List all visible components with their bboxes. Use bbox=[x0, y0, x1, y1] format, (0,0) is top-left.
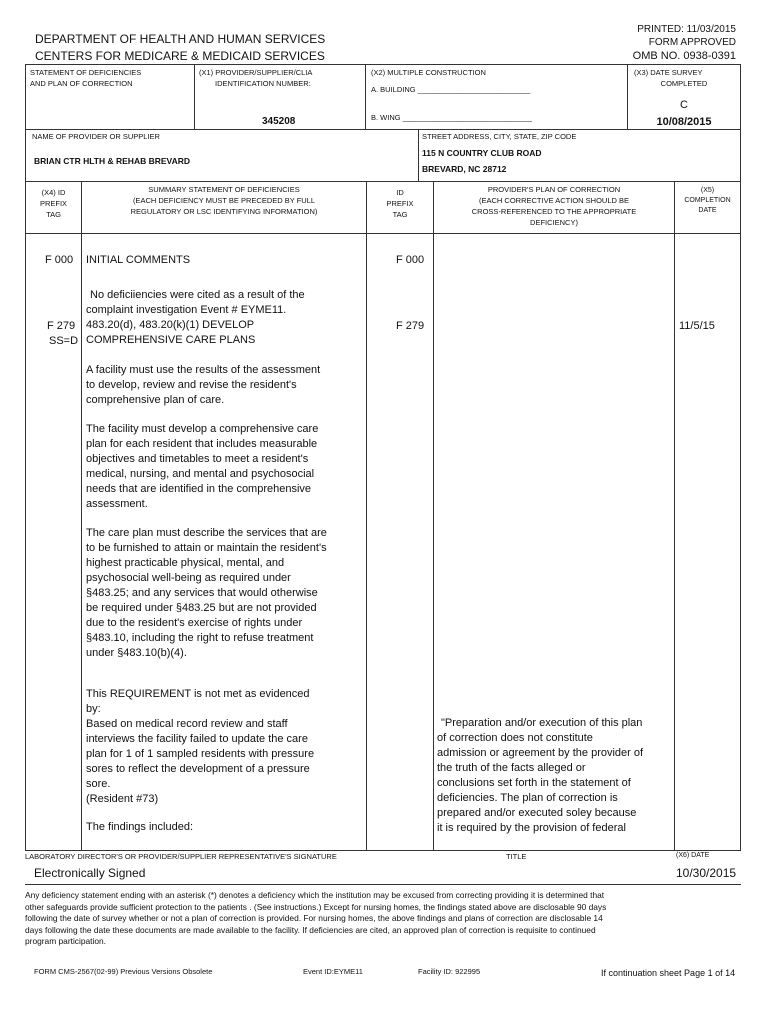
x3-label: (X3) DATE SURVEY bbox=[634, 68, 703, 77]
requirement-paragraph-3 bbox=[86, 526, 327, 661]
provider-name-label: NAME OF PROVIDER OR SUPPLIER bbox=[32, 132, 160, 141]
disclaimer-line: program participation. bbox=[25, 936, 106, 947]
address-label: STREET ADDRESS, CITY, STATE, ZIP CODE bbox=[422, 132, 577, 141]
plan-line: admission or agreement by the provider of bbox=[437, 747, 644, 759]
statement-label: STATEMENT OF DEFICIENCIES bbox=[30, 68, 142, 77]
rule-v-col-plan bbox=[674, 181, 675, 850]
body-line: sores to reflect the development of a pressure bbox=[86, 763, 310, 775]
body-line: interviews the facility failed to update the care bbox=[86, 733, 308, 745]
body-line: psychosocial well-being as required under bbox=[86, 572, 291, 584]
continuation-page: If continuation sheet Page 1 of 14 bbox=[601, 968, 736, 978]
body-line: comprehensive plan of care. bbox=[86, 394, 225, 406]
rule-v-x2 bbox=[365, 64, 366, 129]
x2-wing: B. WING _______________________________ bbox=[371, 113, 532, 122]
requirement-paragraph-1 bbox=[86, 363, 320, 408]
body-line: needs that are identified in the comprehensive bbox=[86, 483, 312, 495]
address-street: 115 N COUNTRY CLUB ROAD bbox=[422, 148, 542, 158]
body-line: §483.25; and any services that would otherwise bbox=[86, 587, 318, 599]
x1-label: (X1) PROVIDER/SUPPLIER/CLIA bbox=[199, 68, 313, 77]
printed-date: PRINTED: 11/03/2015 bbox=[637, 24, 736, 35]
rule-v-address bbox=[418, 129, 419, 181]
rule-box1-bottom bbox=[25, 129, 741, 130]
facility-id: Facility ID: 922995 bbox=[418, 967, 481, 976]
tag-f000: F 000 bbox=[45, 254, 74, 266]
tag-f279: F 279 bbox=[47, 320, 76, 332]
statement-label-2: AND PLAN OF CORRECTION bbox=[30, 79, 133, 88]
body-line: objectives and timetables to meet a resident's bbox=[86, 453, 309, 465]
plan-line: deficiencies. The plan of correction is bbox=[437, 792, 618, 804]
survey-date: 10/08/2015 bbox=[656, 116, 712, 128]
body-line: complaint investigation Event # EYME11. bbox=[86, 304, 287, 316]
x1-label-2: IDENTIFICATION NUMBER: bbox=[215, 79, 311, 88]
body-line: medical, nursing, and mental and psychosocial bbox=[86, 468, 315, 480]
body-line: §483.10, including the right to refuse treatment bbox=[86, 632, 314, 644]
x3-label-2: COMPLETED bbox=[660, 79, 708, 88]
body-line: be required under §483.25 but are not provided bbox=[86, 602, 317, 614]
body-line: COMPREHENSIVE CARE PLANS bbox=[86, 334, 256, 346]
requirement-paragraph-2 bbox=[86, 422, 318, 512]
rule-provider-bottom bbox=[25, 181, 741, 182]
id-tag-f279: F 279 bbox=[396, 320, 425, 332]
plan-line: conclusions set forth in the statement of bbox=[437, 777, 631, 789]
event-id: Event ID:EYME11 bbox=[303, 967, 363, 976]
x4-header: (X4) ID PREFIX TAG bbox=[39, 188, 68, 219]
plan-line: of correction does not constitute bbox=[437, 732, 593, 744]
plan-line: prepared and/or executed soley because bbox=[437, 807, 637, 819]
tag-scope-severity: SS=D bbox=[49, 335, 79, 347]
disclaimer-line: following the date of survey whether or not a plan of correction is provided. For nursing homes, the above findings and plans of correction are disclosable 14 bbox=[25, 913, 603, 924]
frame-right bbox=[740, 64, 741, 851]
rule-v-col-summary bbox=[366, 181, 367, 850]
agency-name: CENTERS FOR MEDICARE & MEDICAID SERVICES bbox=[35, 49, 325, 63]
completion-header: (X5) COMPLETION DATE bbox=[684, 187, 731, 214]
body-line: This REQUIREMENT is not met as evidenced bbox=[86, 688, 310, 700]
id-header: ID PREFIX TAG bbox=[386, 188, 414, 219]
body-line: 483.20(d), 483.20(k)(1) DEVELOP bbox=[86, 319, 255, 331]
form-number: FORM CMS-2567(02-99) Previous Versions Obsolete bbox=[34, 967, 213, 976]
signature-value: Electronically Signed bbox=[34, 866, 146, 880]
body-line: under §483.10(b)(4). bbox=[86, 647, 187, 659]
rule-v-x1 bbox=[194, 64, 195, 129]
body-line: The findings included: bbox=[86, 821, 194, 833]
initial-comments-heading: INITIAL COMMENTS bbox=[86, 254, 191, 266]
completion-date-f279: 11/5/15 bbox=[679, 320, 715, 332]
provider-name: BRIAN CTR HLTH & REHAB BREVARD bbox=[34, 156, 190, 166]
disclaimer-line: other safeguards provide sufficient protection to the patients . (See instructions.) Except for nursing homes, the findings stated above are disclosable 90 days bbox=[25, 901, 607, 912]
body-line: plan for each resident that includes measurable bbox=[86, 438, 318, 450]
disclaimer bbox=[25, 890, 606, 948]
body-line: (Resident #73) bbox=[86, 793, 159, 805]
rule-v-col-id bbox=[433, 181, 434, 850]
department-name: DEPARTMENT OF HEALTH AND HUMAN SERVICES bbox=[35, 32, 326, 46]
title-label: TITLE bbox=[506, 852, 527, 861]
plan-header: PROVIDER'S PLAN OF CORRECTION (EACH CORRECTIVE ACTION SHOULD BE CROSS-REFERENCED TO THE APPROPRIATE DEFICIENCY) bbox=[471, 185, 637, 227]
body-line: plan for 1 of 1 sampled residents with pressure bbox=[86, 748, 315, 760]
signature-label: LABORATORY DIRECTOR'S OR PROVIDER/SUPPLIER REPRESENTATIVE'S SIGNATURE bbox=[25, 852, 337, 861]
rule-body-bottom bbox=[25, 850, 741, 851]
body-line: sore. bbox=[86, 778, 111, 790]
signature-date-label: (X6) DATE bbox=[676, 852, 710, 859]
body-line: highest practicable physical, mental, and bbox=[86, 557, 285, 569]
form-approved: FORM APPROVED bbox=[648, 37, 736, 48]
x2-label: (X2) MULTIPLE CONSTRUCTION bbox=[371, 68, 486, 77]
no-deficiencies-paragraph bbox=[86, 288, 305, 318]
regulation-heading bbox=[86, 318, 255, 348]
plan-line: it is required by the provision of federal bbox=[437, 822, 626, 834]
summary-header: SUMMARY STATEMENT OF DEFICIENCIES (EACH DEFICIENCY MUST BE PRECEDED BY FULL REGULATORY OR LSC IDENTIFYING INFORMATION) bbox=[130, 185, 318, 216]
body-line: The care plan must describe the services that are bbox=[86, 527, 327, 539]
body-line: by: bbox=[86, 703, 101, 715]
x3-code: C bbox=[680, 99, 688, 111]
body-line: The facility must develop a comprehensive care bbox=[86, 423, 319, 435]
body-line: to develop, review and revise the resident's bbox=[86, 379, 297, 391]
provider-id-number: 345208 bbox=[262, 116, 296, 127]
address-city: BREVARD, NC 28712 bbox=[422, 164, 507, 174]
finding-paragraph bbox=[86, 687, 314, 807]
body-line: Based on medical record review and staff bbox=[86, 718, 288, 730]
signature-date: 10/30/2015 bbox=[676, 866, 737, 880]
x2-building: A. BUILDING ___________________________ bbox=[371, 85, 531, 94]
findings-included bbox=[86, 820, 193, 835]
rule-v-col-tag bbox=[81, 181, 82, 850]
id-tag-f000: F 000 bbox=[396, 254, 425, 266]
rule-colheader-bottom bbox=[25, 233, 741, 234]
body-line: A facility must use the results of the assessment bbox=[86, 364, 321, 376]
body-line: assessment. bbox=[86, 498, 148, 510]
frame-left bbox=[25, 64, 26, 851]
body-line: No deficiiencies were cited as a result of the bbox=[90, 289, 305, 301]
plan-line: the truth of the facts alleged or bbox=[437, 762, 586, 774]
body-line: due to the resident's exercise of rights under bbox=[86, 617, 303, 629]
body-line: to be furnished to attain or maintain the resident's bbox=[86, 542, 327, 554]
rule-signature-bottom bbox=[25, 884, 741, 885]
frame-top bbox=[25, 64, 741, 65]
disclaimer-line: days following the date these documents are made available to the facility. If deficiencies are cited, an approved plan of correction is requisite to continued bbox=[25, 924, 596, 935]
omb-number: OMB NO. 0938-0391 bbox=[632, 50, 736, 62]
plan-of-correction-text bbox=[437, 716, 643, 836]
disclaimer-line: Any deficiency statement ending with an asterisk (*) denotes a deficiency which the institution may be excused from correcting providing it is determined that bbox=[25, 890, 605, 900]
plan-line: "Preparation and/or execution of this plan bbox=[441, 717, 643, 729]
